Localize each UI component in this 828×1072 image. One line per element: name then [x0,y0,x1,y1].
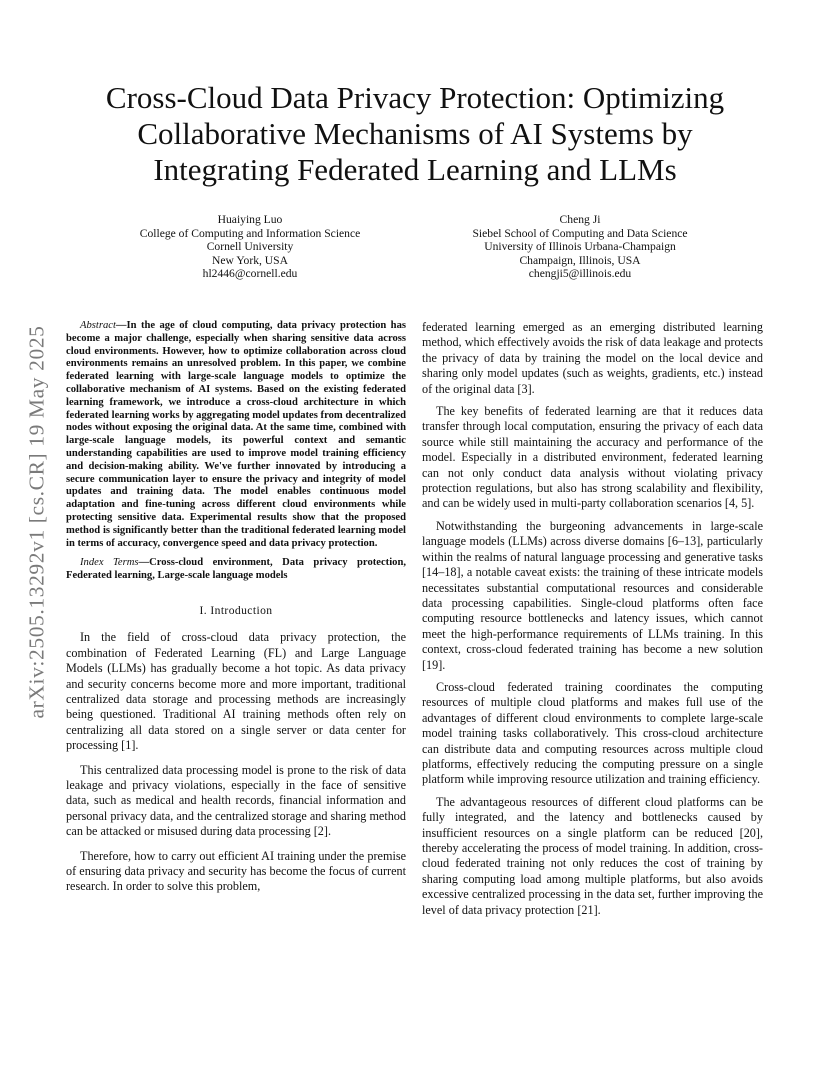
paragraph: In the field of cross-cloud data privacy protection, the combination of Federated Learning (FL) and Large Language Models (LLMs) has gradually become a hot topic. As data privacy and security concerns become more and more important, traditional centralized data storage and processing methods are increasingly being questioned. Traditional AI training methods often rely on centralizing all data stored on a single server or data center for processing [1]. [66,630,406,753]
right-column [422,320,763,925]
index-terms: Index Terms—Cross-cloud environment, Data privacy protection, Federated learning, Large-scale language models [66,557,406,582]
paragraph: The key benefits of federated learning are that it reduces data transfer through local computation, ensuring the privacy of each data source while still maintaining the accuracy and performance of the model. Especially in a distributed environment, federated learning can not only conduct data analysis without violating privacy protection regulations, but also has strong scalability and flexibility, and can be widely used in multi-party collaboration scenarios [4, 5]. [422,404,763,511]
section-heading-introduction: I. Introduction [199,603,273,617]
arxiv-identifier [22,296,52,748]
paper-title: Cross-Cloud Data Privacy Protection: Optimizing Collaborative Mechanisms of AI Systems by Integrating Federated Learning and LLMs [105,80,725,187]
index-terms-text: Cross-cloud environment, Data privacy protection, Federated learning, Large-scale language models [66,557,406,582]
author-location: Champaign, Illinois, USA [519,253,641,267]
author-department: College of Computing and Information Science [139,226,361,240]
paragraph: This centralized data processing model is prone to the risk of data leakage and privacy violations, especially in the face of sensitive data, such as medical and health records, financial information and personal privacy data, and the centralized storage and sharing method can be attacked or misused during data processing [2]. [66,762,406,839]
author-department: Siebel School of Computing and Data Science [472,226,688,240]
author-email: hl2446@cornell.edu [202,267,298,281]
author-block-1 [100,213,400,281]
author-location: New York, USA [211,253,288,267]
author-name: Cheng Ji [559,213,601,226]
abstract-lead: Abstract [80,320,116,331]
arxiv-identifier-text: arXiv:2505.13292v1 [cs.CR] 19 May 2025 [24,325,49,719]
abstract-text: In the age of cloud computing, data privacy protection has become a major challenge, especially when sharing sensitive data across cloud environments. However, how to optimize collaboration across cloud environments remains an unresolved problem. In this paper, we combine federated learning with large-scale language models to optimize the collaborative mechanism of AI systems. Based on the existing federated learning framework, we introduce a cross-cloud architecture in which federated learning works by aggregating model updates from decentralized nodes without exposing the original data. At the same time, combined with large-scale language models, its powerful context and semantic understanding capabilities are used to improve model training efficiency and decision-making ability. We've further innovated by introducing a secure communication layer to ensure the privacy and integrity of model updates and training data. The model enables continuous model adaptation and fine-tuning across different cloud environments while protecting sensitive data. Experimental results show that the proposed method is significantly better than the traditional federated learning model in terms of accuracy, convergence speed and data privacy protection. [66,320,406,549]
paragraph-continuation: federated learning emerged as an emerging distributed learning method, which effectively avoids the risk of data leakage and protects the privacy of data by training the model on the local device and sharing only model updates (such as weights, gradients, etc.) instead of the original data [3]. [422,320,763,396]
index-terms-lead: Index Terms [80,557,139,569]
author-name: Huaiying Luo [217,213,283,226]
paragraph: Cross-cloud federated training coordinates the computing resources of multiple cloud platforms and makes full use of the advantages of different cloud environments to complete large-scale model training tasks collaboratively. This cross-cloud architecture can distribute data and computing resources across multiple cloud platforms, effectively reducing the computing pressure on a single platform while improving resource utilization and training efficiency. [422,679,763,787]
left-column [66,320,406,904]
author-block-2 [430,213,730,281]
author-email: chengji5@illinois.edu [528,267,632,281]
author-university: Cornell University [206,240,294,254]
author-university: University of Illinois Urbana-Champaign [484,240,676,254]
paragraph: The advantageous resources of different cloud platforms can be fully integrated, and the latency and bottlenecks caused by insufficient resources on a single platform can be reduced [20], thereby accelerating the process of model training. In addition, cross-cloud federated training not only reduces the cost of training by sharing computing load among multiple platforms, but also avoids excessive centralized processing in the data set, further improving the level of data privacy protection [21]. [422,794,763,917]
paragraph: Therefore, how to carry out efficient AI training under the premise of ensuring data privacy and security has become the focus of current research. In order to solve this problem, [66,848,406,894]
paragraph: Notwithstanding the burgeoning advancements in large-scale language models (LLMs) across diverse domains [6–13], particularly within the realms of natural language processing and generative tasks [14–18], a notable caveat exists: the training of these intricate models necessitates substantial computational resources and considerable data processing capabilities. Single-cloud platforms often face computing resource bottlenecks and latency issues, which cannot meet the high-performance requirements of LLMs training. In this context, cross-cloud federated training has become a new solution [19]. [422,518,763,672]
abstract: Abstract—In the age of cloud computing, data privacy protection has become a major challenge, especially when sharing sensitive data across cloud environments. However, how to optimize collaboration across cloud environments remains an unresolved problem. In this paper, we combine federated learning with large-scale language models to optimize the collaborative mechanism of AI systems. Based on the existing federated learning framework, we introduce a cross-cloud architecture in which federated learning works by aggregating model updates from decentralized nodes without exposing the original data. At the same time, combined with large-scale language models, its powerful context and semantic understanding capabilities are used to improve model training efficiency and decision-making ability. We've further innovated by introducing a secure communication layer to ensure the privacy and integrity of model updates and training data. The model enables continuous model adaptation and fine-tuning across different cloud environments while protecting sensitive data. Experimental results show that the proposed method is significantly better than the traditional federated learning model in terms of accuracy, convergence speed and data privacy protection. [66,320,406,549]
